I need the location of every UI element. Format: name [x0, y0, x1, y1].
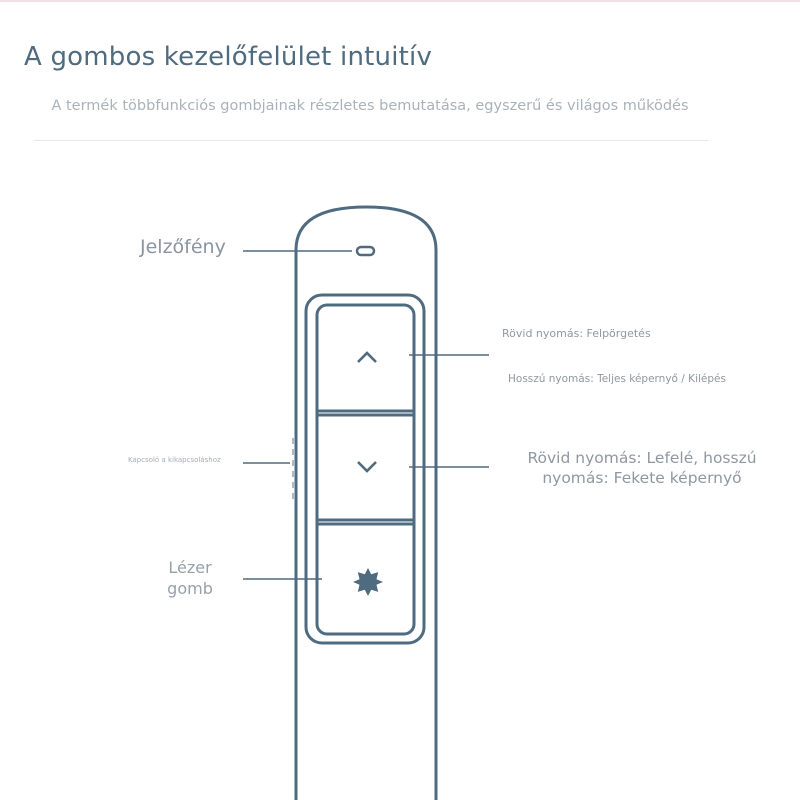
up-long-press-label: Hosszú nyomás: Teljes képernyő / Kilépés: [508, 373, 726, 385]
page-title: A gombos kezelőfelület intuitív: [24, 42, 433, 72]
laser-button-label: Lézer gomb: [167, 558, 213, 598]
laser-star-icon: [353, 568, 383, 596]
power-switch-label: Kapcsoló a kikapcsoláshoz: [128, 456, 221, 464]
chevron-down-icon: [358, 462, 376, 471]
page-subtitle: A termék többfunkciós gombjainak részletes bemutatása, egyszerű és világos működés: [51, 98, 689, 114]
chevron-up-icon: [358, 353, 376, 362]
up-short-press-label: Rövid nyomás: Felpörgetés: [502, 327, 651, 340]
indicator-label: Jelzőfény: [140, 236, 226, 258]
indicator-light-icon: [357, 247, 374, 255]
down-button-label: Rövid nyomás: Lefelé, hosszú nyomás: Fekete képernyő: [527, 449, 757, 487]
